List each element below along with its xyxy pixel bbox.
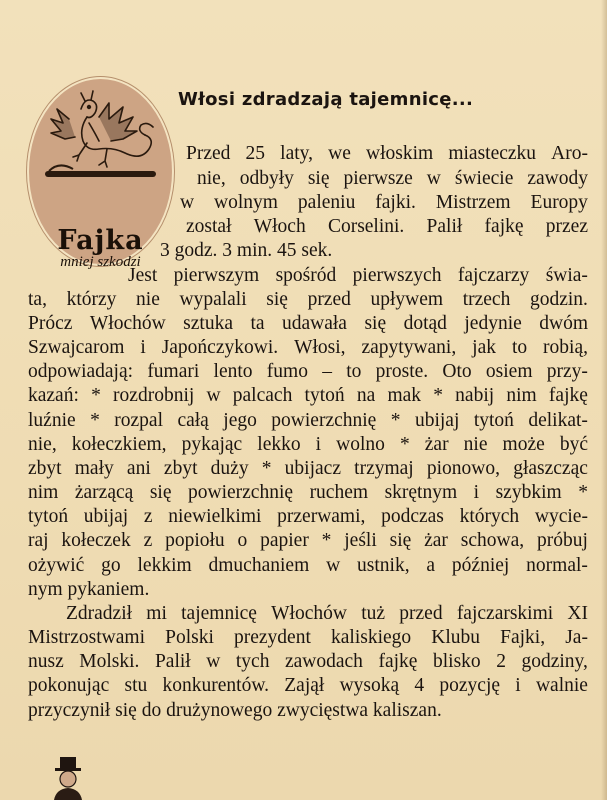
text-line: ożywić go lekkim dmuchaniem w ustnik, a później normal- [28,555,588,576]
text-line: luźnie * rozpal całą jego powierzchnię * ubijaj tytoń delikat- [28,410,588,431]
text-line: nusz Molski. Palił w tych zawodach fajkę blisko 2 godziny, [28,651,588,672]
text-line: nim żarzącą się powierzchnię ruchem skrętnym i szybkim * [28,482,588,503]
fajka-logo [29,79,172,270]
text-line: raj kołeczek z popiołu o papier * jeśli się żar schowa, próbuj [28,530,588,551]
logo-subtitle: mniej szkodzi [60,254,141,270]
article-heading: Włosi zdradzają tajemnicę... [178,89,474,110]
text-line: zbyt mały ani zbyt duży * ubijacz trzymaj pionowo, głaszcząc [28,458,588,479]
text-line: Jest pierwszym spośród pierwszych fajczarzy świa- [128,265,588,286]
text-line: Przed 25 laty, we włoskim miasteczku Aro- [186,143,588,164]
page-edge-shadow [601,0,607,800]
top-hat-figure-icon [44,755,94,800]
text-line: 3 godz. 3 min. 45 sek. [160,240,333,261]
text-line: został Włoch Corselini. Palił fajkę przez [186,216,588,237]
text-line: Prócz Włochów sztuka ta udawała się dotąd jedynie dwóm [28,313,588,334]
text-line: Mistrzostwami Polski prezydent kaliskiego Klubu Fajki, Ja- [28,627,588,648]
text-line: Zdradził mi tajemnicę Włochów tuż przed fajczarskimi XI [66,603,588,624]
text-line: kazań: * rozdrobnij w palcach tytoń na mak * nabij nim fajkę [28,385,588,406]
logo-title: Fajka [57,225,144,256]
text-line: ta, którzy nie wypalali się przed upływem trzech godzin. [28,289,588,310]
text-line: tytoń ubijaj z niewielkimi przerwami, podczas których wycie- [28,506,588,527]
text-line: pokonując stu konkurentów. Zajął wysoką 4 pozycję i walnie [28,675,588,696]
text-line: odpowiadają: fumari lento fumo – to proste. Oto osiem przy- [28,361,588,382]
text-line: Szwajcarom i Japończykowi. Włosi, zapytywani, jak to robią, [28,337,588,358]
text-line: przyczynił się do drużynowego zwycięstwa kaliszan. [28,700,442,721]
text-line: nie, kołeczkiem, pykając lekko i wolno * żar nie może być [28,434,588,455]
text-line: nym pykaniem. [28,579,150,600]
text-line: w wolnym paleniu fajki. Mistrzem Europy [180,192,588,213]
text-line: nie, odbyły się pierwsze w świecie zawody [197,168,588,189]
